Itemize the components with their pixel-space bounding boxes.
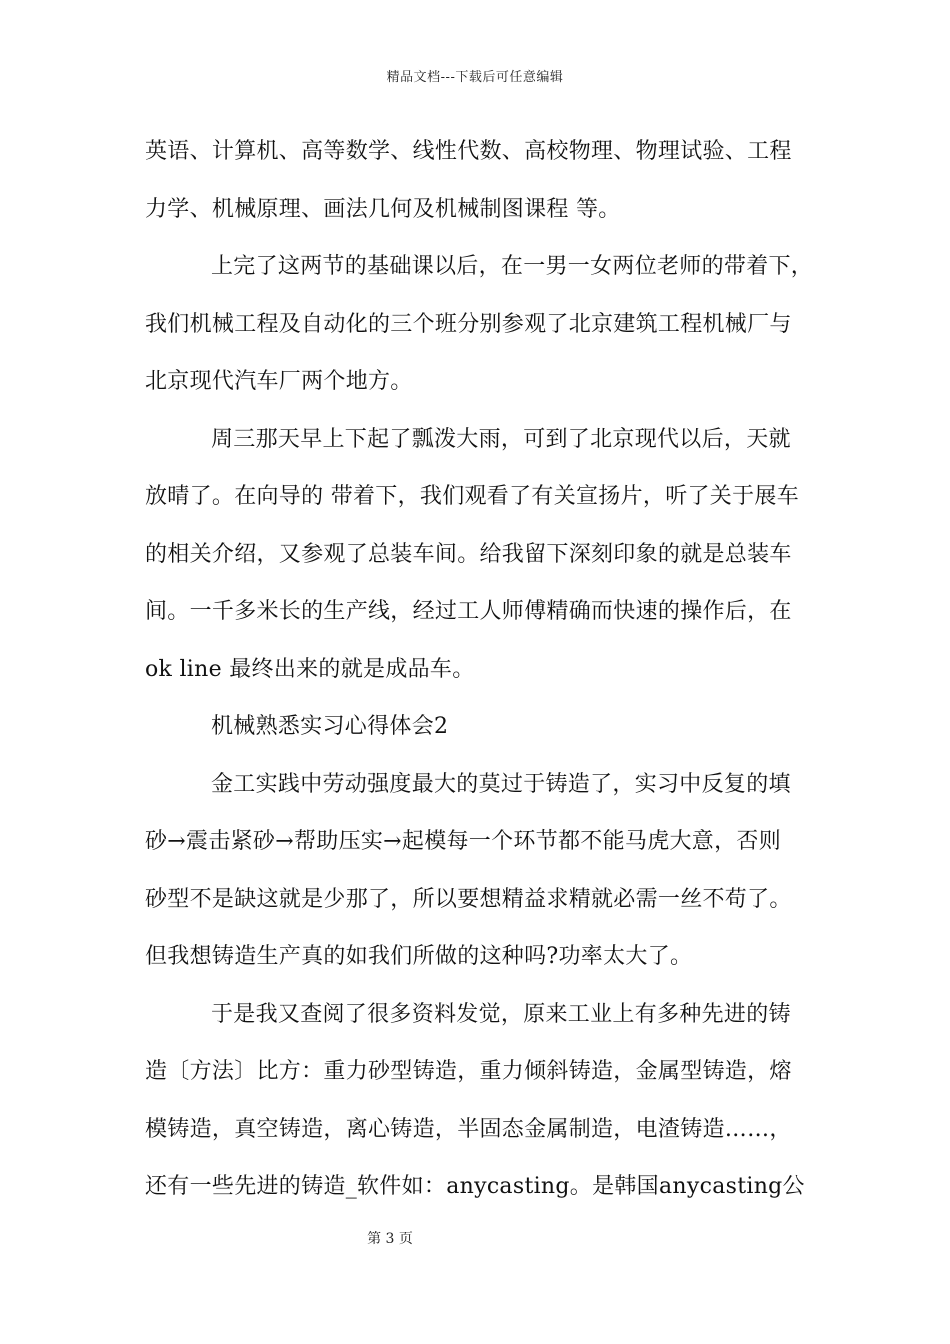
- text-line: 于是我又查阅了很多资料发觉，原来工业上有多种先进的铸: [211, 1001, 791, 1027]
- text-line: 造〔方法〕比方：重力砂型铸造，重力倾斜铸造，金属型铸造，熔: [145, 1059, 792, 1084]
- text-line: 力学、机械原理、画法几何及机械制图课程 等。: [145, 196, 621, 222]
- text-line: 砂→震击紧砂→帮助压实→起模每一个环节都不能马虎大意，否则: [145, 829, 782, 854]
- text-line: 的相关介绍，又参观了总装车间。给我留下深刻印象的就是总装车: [145, 541, 792, 567]
- text-line: 北京现代汽车厂两个地方。: [145, 369, 413, 394]
- text-line: 英语、计算机、高等数学、线性代数、高校物理、物理试验、工程: [145, 139, 792, 164]
- text-line: 我们机械工程及自动化的三个班分别参观了北京建筑工程机械厂与: [145, 311, 792, 337]
- text-line: 间。一千多米长的生产线，经过工人师傅精确而快速的操作后，在: [145, 599, 792, 624]
- section-heading: 机械熟悉实习心得体会2: [211, 714, 449, 739]
- text-line: 周三那天早上下起了瓢泼大雨，可到了北京现代以后，天就: [211, 426, 791, 452]
- text-line: 金工实践中劳动强度最大的莫过于铸造了，实习中反复的填: [211, 771, 791, 797]
- text-line: 但我想铸造生产真的如我们所做的这种吗?功率太大了。: [145, 944, 693, 969]
- text-line: 放晴了。在向导的 带着下，我们观看了有关宣扬片，听了关于展车: [145, 484, 799, 509]
- text-line: ok line 最终出来的就是成品车。: [145, 656, 475, 682]
- document-body: [145, 130, 815, 1223]
- text-line: 还有一些先进的铸造_软件如：anycasting。是韩国anycasting公: [145, 1174, 805, 1199]
- text-line: 砂型不是缺这就是少那了，所以要想精益求精就必需一丝不苟了。: [145, 886, 792, 912]
- page-number: 第 3 页: [367, 1231, 413, 1247]
- page-header: 精品文档---下载后可任意编辑: [386, 70, 564, 85]
- text-line: 上完了这两节的基础课以后，在一男一女两位老师的带着下，: [211, 254, 814, 279]
- text-line: 模铸造，真空铸造，离心铸造，半固态金属制造，电渣铸造……，: [145, 1116, 792, 1142]
